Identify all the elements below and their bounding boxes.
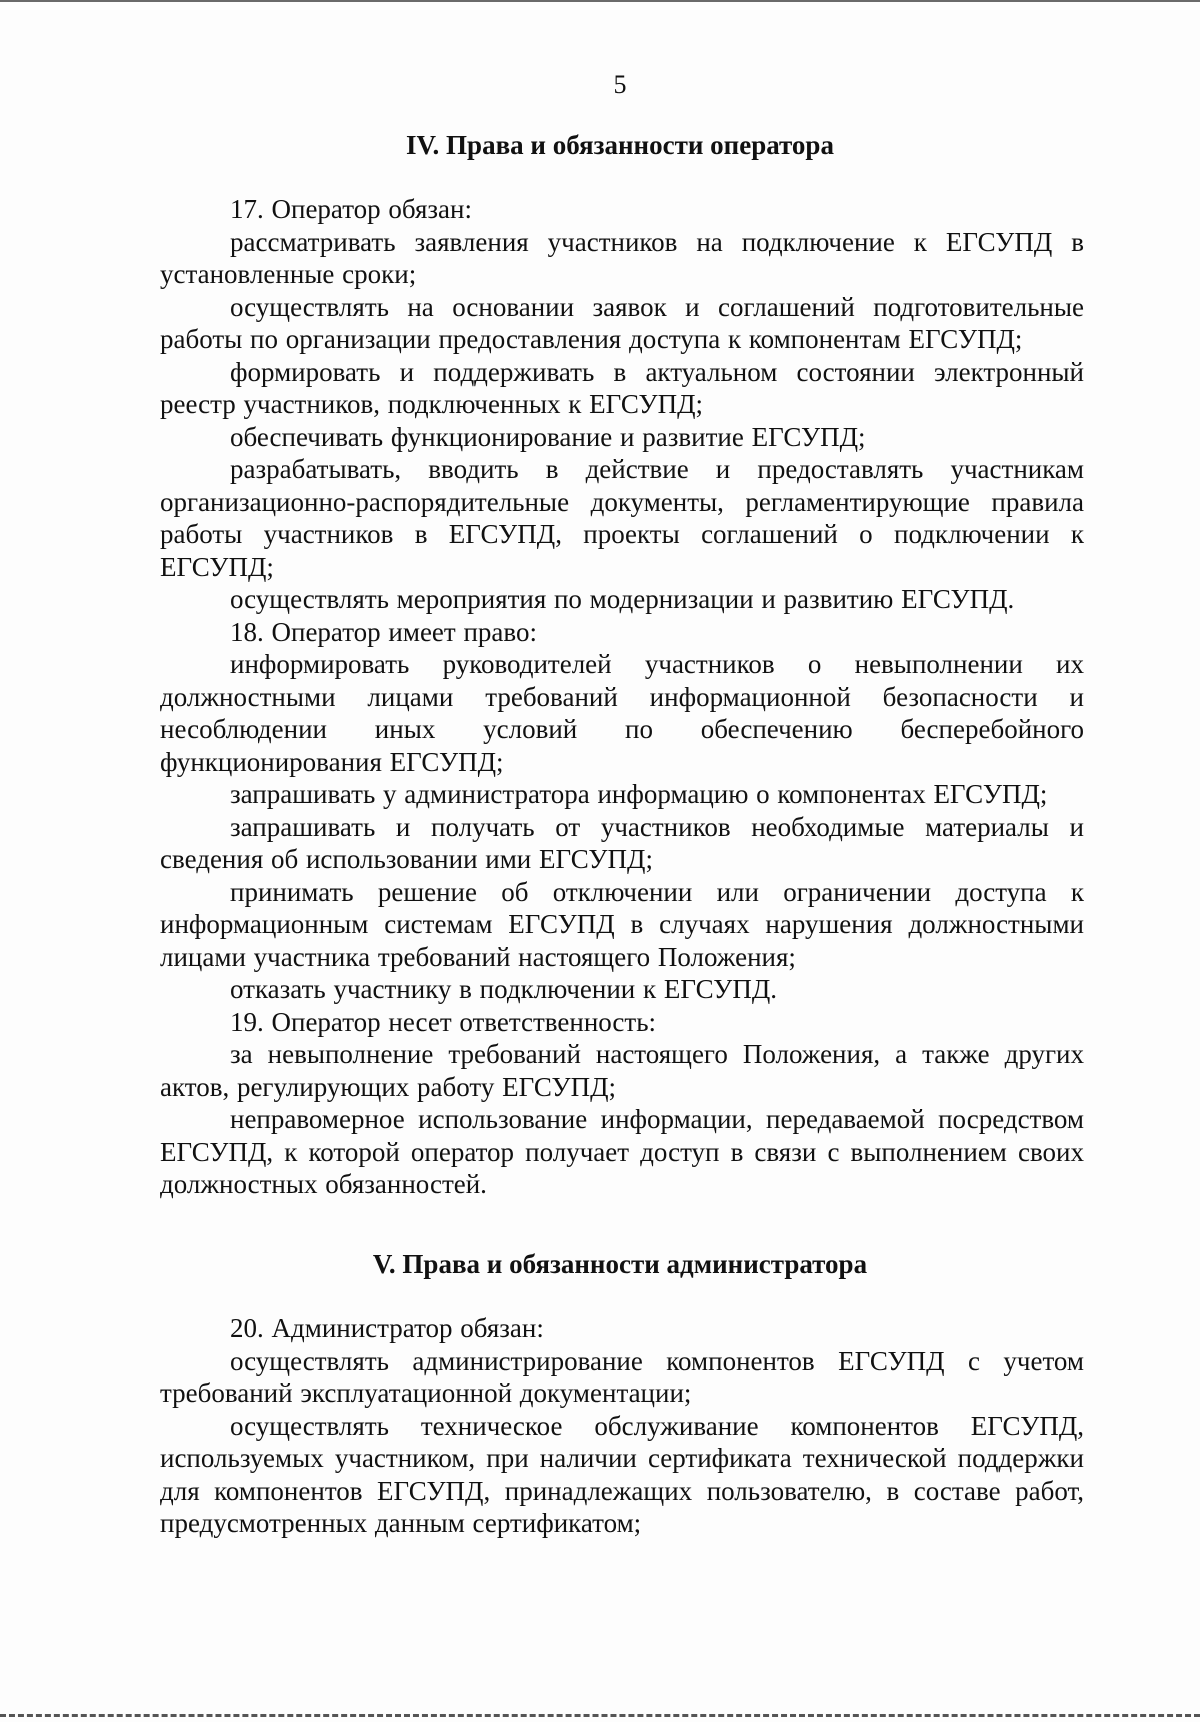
paragraph: 17. Оператор обязан: [230,194,472,224]
section-5-heading: V. Права и обязанности администратора [372,1249,868,1279]
paragraph: информировать руководителей участников о невыполнении их должностными лицами требований информационной безопасности и несоблюдении иных условий по обеспечению бесперебойного функционирования ЕГСУПД; [160,649,1084,777]
section-5-body [160,1312,1084,1540]
page-bottom-edge [0,1714,1200,1717]
paragraph: запрашивать у администратора информацию о компонентах ЕГСУПД; [230,779,1048,809]
page-number: 5 [613,70,627,99]
section-4-heading: IV. Права и обязанности оператора [406,130,834,160]
section-4-body [160,193,1084,1201]
paragraph: осуществлять на основании заявок и соглашений подготовительные работы по организации предоставления доступа к компонентам ЕГСУПД; [160,291,1084,354]
paragraph: формировать и поддерживать в актуальном состоянии электронный реестр участников, подключенных к ЕГСУПД; [160,356,1084,419]
paragraph: 18. Оператор имеет право: [230,616,537,647]
paragraph: разрабатывать, вводить в действие и предоставлять участникам организационно-распорядительные документы, регламентирующие правила работы участников в ЕГСУПД, проекты соглашений о подключении к ЕГСУПД; [160,454,1084,582]
paragraph: обеспечивать функционирование и развитие ЕГСУПД; [230,421,866,452]
paragraph: осуществлять администрирование компонентов ЕГСУПД с учетом требований эксплуатационной документации; [160,1345,1084,1408]
paragraph: за невыполнение требований настоящего Положения, а также других актов, регулирующих работу ЕГСУПД; [160,1039,1084,1102]
paragraph: 20. Администратор обязан: [230,1313,544,1343]
page-top-edge [0,0,1200,2]
paragraph: 19. Оператор несет ответственность: [230,1006,657,1037]
paragraph: осуществлять техническое обслуживание компонентов ЕГСУПД, используемых участником, при наличии сертификата технической поддержки для компонентов ЕГСУПД, принадлежащих пользователю, в составе работ, предусмотренных данным сертификатом; [160,1410,1084,1538]
paragraph: осуществлять мероприятия по модернизации и развитию ЕГСУПД. [230,584,1015,614]
paragraph: неправомерное использование информации, передаваемой посредством ЕГСУПД, к которой оператор получает доступ в связи с выполнением своих должностных обязанностей. [160,1104,1084,1199]
paragraph: запрашивать и получать от участников необходимые материалы и сведения об использовании ими ЕГСУПД; [160,811,1084,874]
paragraph: рассматривать заявления участников на подключение к ЕГСУПД в установленные сроки; [160,226,1084,289]
paragraph: отказать участнику в подключении к ЕГСУПД. [230,974,778,1004]
paragraph: принимать решение об отключении или ограничении доступа к информационным системам ЕГСУПД в случаях нарушения должностными лицами участника требований настоящего Положения; [160,876,1084,972]
